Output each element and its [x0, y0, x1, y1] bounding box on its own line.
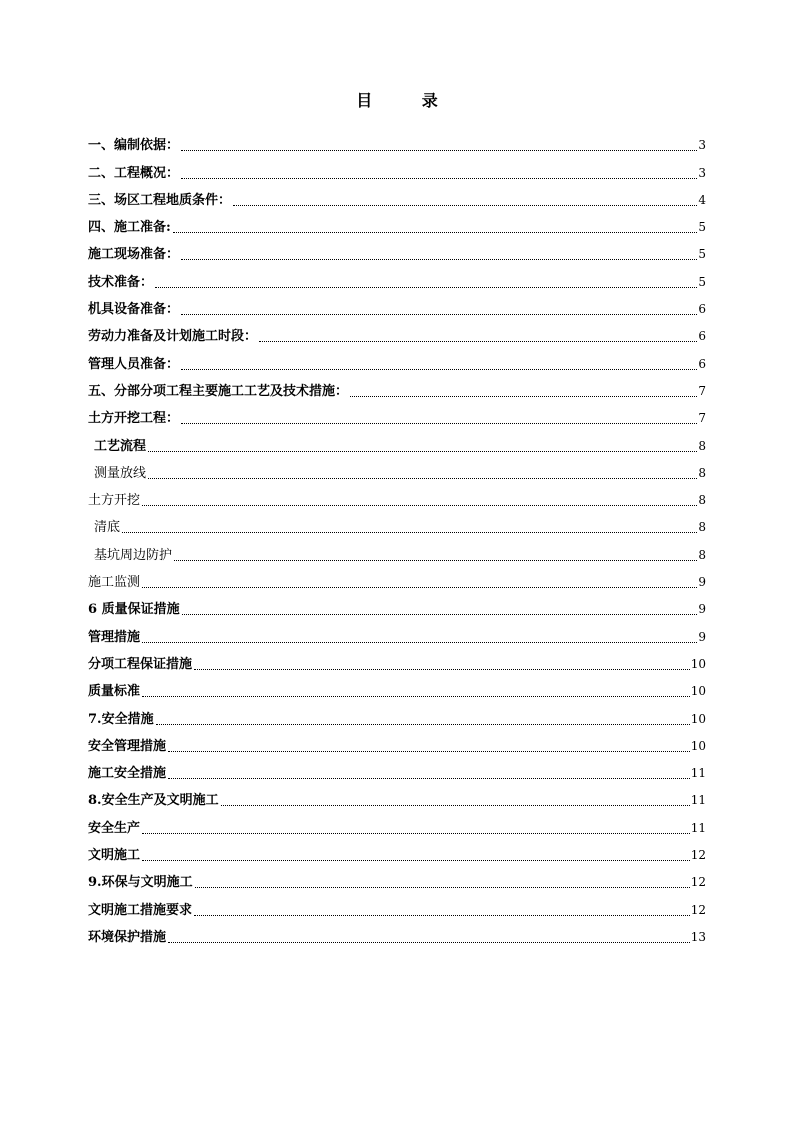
toc-entry[interactable]	[88, 808, 706, 835]
toc-leader-dots	[173, 232, 698, 233]
toc-entry[interactable]	[88, 535, 706, 562]
toc-leader-dots	[350, 396, 697, 397]
toc-entry-text: 安全生产	[88, 820, 141, 836]
toc-page-number: 10	[690, 656, 706, 671]
toc-page-number: 10	[690, 684, 706, 699]
toc-page-number: 7	[698, 383, 706, 398]
toc-leader-dots	[181, 259, 697, 260]
toc-entry-text: 工艺流程	[94, 438, 147, 454]
toc-entry-text: 文明施工	[88, 848, 141, 864]
toc-entry[interactable]	[88, 454, 706, 481]
toc-entry-text: 8.安全生产及文明施工	[88, 793, 219, 809]
toc-page-number: 5	[698, 274, 706, 289]
toc-leader-dots	[182, 614, 698, 615]
toc-entry[interactable]	[88, 344, 706, 371]
toc-entry[interactable]	[88, 508, 706, 535]
toc-entry[interactable]	[88, 727, 706, 754]
toc-entry[interactable]	[88, 890, 706, 917]
toc-entry-text: 质量标准	[88, 684, 141, 700]
toc-leader-dots	[155, 287, 697, 288]
toc-leader-dots	[221, 805, 690, 806]
toc-leader-dots	[168, 751, 690, 752]
toc-entry-text: 7.安全措施	[88, 711, 154, 727]
toc-entry[interactable]	[88, 126, 706, 153]
toc-entry[interactable]	[88, 372, 706, 399]
toc-leader-dots	[148, 478, 697, 479]
toc-entry[interactable]	[88, 563, 706, 590]
toc-entry-text: 四、施工准备:	[88, 220, 171, 236]
toc-entry-text: 劳动力准备及计划施工时段：	[88, 329, 258, 345]
toc-entry-text: 9.环保与文明施工	[88, 875, 193, 891]
toc-page-number: 11	[690, 793, 706, 808]
toc-entry[interactable]	[88, 481, 706, 508]
toc-page-number: 11	[690, 820, 706, 835]
toc-page-number: 3	[698, 165, 706, 180]
toc-page-number: 8	[698, 547, 706, 562]
toc-page-number: 5	[698, 247, 706, 262]
toc-entry[interactable]	[88, 399, 706, 426]
toc-page-number: 12	[690, 848, 706, 863]
toc-leader-dots	[233, 205, 697, 206]
toc-entry[interactable]	[88, 836, 706, 863]
toc-page-number: 4	[698, 192, 706, 207]
toc-entry-text: 6 质量保证措施	[88, 602, 180, 618]
toc-entry[interactable]	[88, 617, 706, 644]
toc-entry-text: 技术准备：	[88, 274, 154, 290]
toc-leader-dots	[259, 341, 697, 342]
toc-entry[interactable]	[88, 863, 706, 890]
toc-entry-text: 管理人员准备：	[88, 356, 180, 372]
toc-entry-text: 管理措施	[88, 629, 141, 645]
toc-entry-text: 施工现场准备：	[88, 247, 180, 263]
toc-leader-dots	[168, 778, 690, 779]
toc-leader-dots	[142, 642, 697, 643]
toc-entry[interactable]	[88, 754, 706, 781]
toc-entry[interactable]	[88, 645, 706, 672]
toc-leader-dots	[181, 369, 697, 370]
toc-entry[interactable]	[88, 918, 706, 945]
toc-entry[interactable]	[88, 781, 706, 808]
toc-page-number: 7	[698, 411, 706, 426]
toc-entry-text: 分项工程保证措施	[88, 656, 193, 672]
toc-entry-text: 安全管理措施	[88, 738, 167, 754]
toc-page-number: 6	[698, 329, 706, 344]
toc-entry[interactable]	[88, 426, 706, 453]
toc-entry-text: 环境保护措施	[88, 929, 167, 945]
toc-page-number: 12	[690, 902, 706, 917]
toc-page-number: 8	[698, 465, 706, 480]
toc-page-number: 9	[698, 629, 706, 644]
toc-entry[interactable]	[88, 262, 706, 289]
toc-entry-text: 施工安全措施	[88, 766, 167, 782]
toc-leader-dots	[174, 560, 697, 561]
toc-entry-text: 清底	[94, 520, 121, 536]
toc-leader-dots	[195, 887, 690, 888]
toc-entry-text: 土方开挖	[88, 493, 141, 509]
toc-entry[interactable]	[88, 208, 706, 235]
toc-page-number: 11	[690, 766, 706, 781]
toc-leader-dots	[194, 669, 690, 670]
toc-leader-dots	[181, 314, 697, 315]
toc-page-number: 10	[690, 711, 706, 726]
toc-entry[interactable]	[88, 317, 706, 344]
toc-entry-text: 二、工程概况：	[88, 165, 180, 181]
toc-leader-dots	[181, 423, 697, 424]
toc-leader-dots	[181, 150, 697, 151]
toc-leader-dots	[168, 942, 690, 943]
toc-entry[interactable]	[88, 181, 706, 208]
toc-entry-text: 施工监测	[88, 575, 141, 591]
toc-entry-text: 机具设备准备：	[88, 302, 180, 318]
toc-page-number: 6	[698, 302, 706, 317]
toc-entry[interactable]	[88, 153, 706, 180]
toc-page-number: 3	[698, 138, 706, 153]
toc-leader-dots	[142, 587, 697, 588]
toc-page-number: 12	[690, 875, 706, 890]
toc-entry[interactable]	[88, 590, 706, 617]
toc-entry-text: 测量放线	[94, 465, 147, 481]
toc-leader-dots	[181, 178, 697, 179]
toc-leader-dots	[122, 532, 697, 533]
toc-leader-dots	[194, 915, 690, 916]
toc-leader-dots	[156, 724, 690, 725]
toc-entry[interactable]	[88, 235, 706, 262]
toc-leader-dots	[148, 451, 697, 452]
toc-page-number: 5	[698, 220, 706, 235]
toc-page-number: 9	[698, 602, 706, 617]
toc-page-number: 6	[698, 356, 706, 371]
toc-page-number: 10	[690, 738, 706, 753]
toc-leader-dots	[142, 696, 690, 697]
toc-entry-text: 一、编制依据：	[88, 138, 180, 154]
toc-entry-text: 基坑周边防护	[94, 547, 173, 563]
toc-entry[interactable]	[88, 672, 706, 699]
toc-leader-dots	[142, 505, 697, 506]
toc-page-number: 8	[698, 520, 706, 535]
toc-entry-text: 土方开挖工程：	[88, 411, 180, 427]
toc-leader-dots	[142, 833, 690, 834]
toc-entry-text: 文明施工措施要求	[88, 902, 193, 918]
toc-entry[interactable]	[88, 699, 706, 726]
toc-title: 目 录	[356, 91, 460, 110]
toc-entry-text: 五、分部分项工程主要施工工艺及技术措施：	[88, 383, 349, 399]
toc-page-number: 13	[690, 929, 706, 944]
toc-page-number: 9	[698, 575, 706, 590]
toc-leader-dots	[142, 860, 690, 861]
toc-entry[interactable]	[88, 290, 706, 317]
toc-page-number: 8	[698, 438, 706, 453]
table-of-contents	[88, 126, 706, 945]
toc-entry-text: 三、场区工程地质条件：	[88, 192, 232, 208]
toc-page-number: 8	[698, 493, 706, 508]
